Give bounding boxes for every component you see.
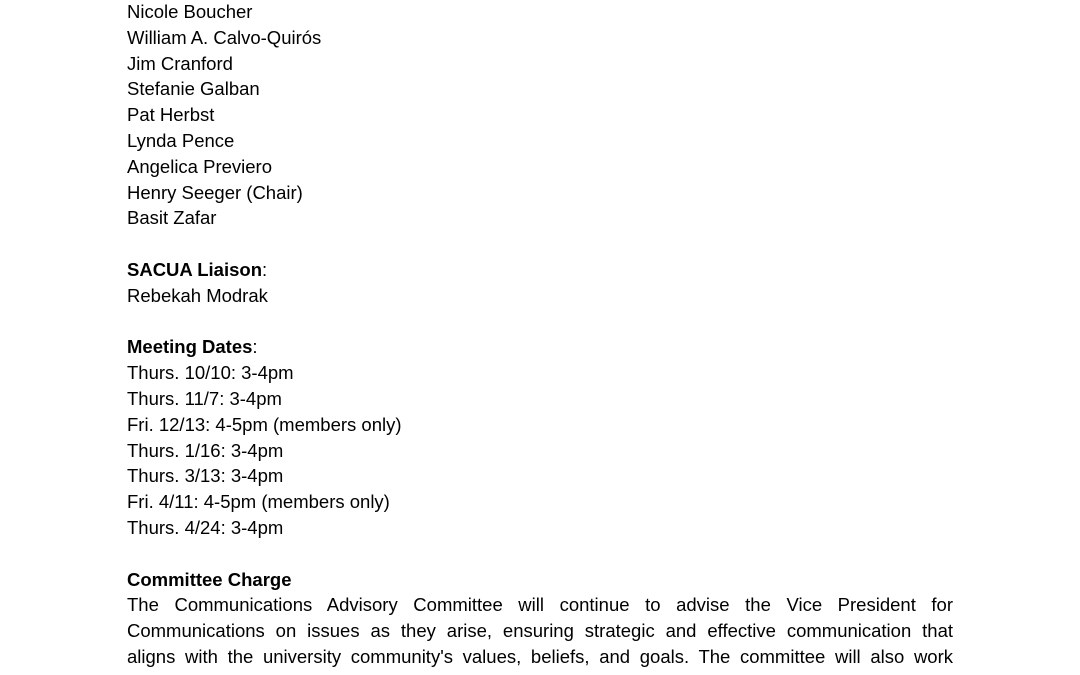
meeting-date: Thurs. 4/24: 3-4pm	[127, 516, 284, 538]
meeting-date: Thurs. 3/13: 3-4pm	[127, 465, 284, 487]
meeting-date: Thurs. 11/7: 3-4pm	[127, 387, 282, 409]
member-name: Angelica Previero	[127, 155, 272, 177]
meeting-date: Thurs. 1/16: 3-4pm	[127, 439, 284, 461]
charge-text-line: The Communications Advisory Committee will continue to advise the Vice President for	[127, 594, 953, 616]
committee-charge-heading: Committee Charge	[127, 568, 292, 590]
member-list	[127, 0, 953, 231]
member-name: Lynda Pence	[127, 129, 235, 151]
meeting-date: Fri. 4/11: 4-5pm (members only)	[127, 491, 390, 513]
member-name: Stefanie Galban	[127, 78, 260, 100]
spacer	[127, 541, 953, 567]
member-name: Basit Zafar	[127, 207, 217, 229]
meeting-date: Fri. 12/13: 4-5pm (members only)	[127, 413, 402, 435]
meeting-dates-heading-line	[127, 334, 953, 360]
liaison-heading: SACUA Liaison	[127, 258, 262, 280]
meeting-date: Thurs. 10/10: 3-4pm	[127, 362, 294, 384]
meeting-dates-colon: :	[252, 336, 258, 358]
meeting-dates-section	[127, 334, 953, 540]
committee-charge-section	[127, 567, 953, 670]
member-name: William A. Calvo-Quirós	[127, 26, 322, 48]
member-name: Nicole Boucher	[127, 1, 253, 22]
liaison-name: Rebekah Modrak	[127, 284, 268, 306]
liaison-colon: :	[262, 258, 268, 280]
document-page	[127, 0, 953, 670]
meeting-dates-heading: Meeting Dates	[127, 336, 253, 358]
member-name: Pat Herbst	[127, 104, 215, 126]
liaison-heading-line	[127, 257, 953, 283]
spacer	[127, 309, 953, 335]
spacer	[127, 231, 953, 257]
charge-text-line: Communications on issues as they arise, ensuring strategic and effective communication that	[127, 620, 953, 642]
member-name: Jim Cranford	[127, 52, 233, 74]
member-name: Henry Seeger (Chair)	[127, 181, 303, 203]
charge-text-line: aligns with the university community's values, beliefs, and goals. The committee will also work	[127, 645, 953, 667]
liaison-section	[127, 257, 953, 309]
